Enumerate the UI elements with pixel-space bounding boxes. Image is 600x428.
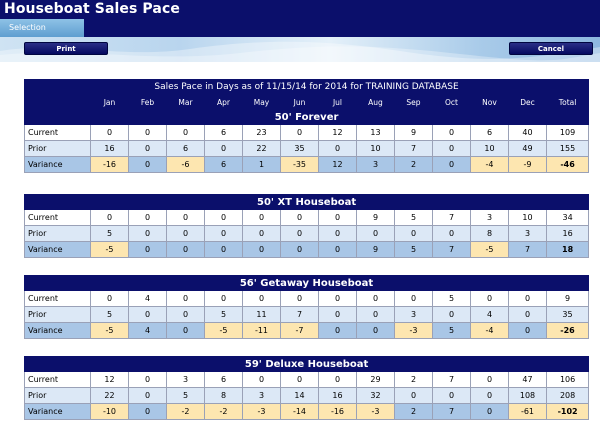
table-row-prior [25,388,589,404]
value-cell: -6 [167,157,205,173]
value-cell: 7 [395,141,433,157]
value-cell: -5 [471,242,509,258]
sales-pace-table [24,275,589,339]
value-cell: 2 [395,404,433,420]
value-cell: 7 [433,372,471,388]
total-cell: -26 [547,323,589,339]
tab-bar [0,19,600,37]
row-label: Current [25,291,91,307]
value-cell: 0 [205,226,243,242]
value-cell: 3 [357,157,395,173]
value-cell: 3 [395,307,433,323]
value-cell: 6 [205,157,243,173]
value-cell: 11 [243,307,281,323]
value-cell: 0 [129,141,167,157]
column-header: Apr [205,95,243,110]
model-name [25,276,589,291]
value-cell: 0 [319,141,357,157]
total-cell: 109 [547,125,589,141]
value-cell: 35 [281,141,319,157]
value-cell: 14 [281,388,319,404]
value-cell: 8 [205,388,243,404]
column-header: Aug [357,95,395,110]
value-cell: 9 [357,210,395,226]
value-cell: 0 [281,372,319,388]
row-label: Current [25,210,91,226]
sales-pace-table [24,79,589,173]
value-cell: 0 [509,307,547,323]
model-name [25,195,589,210]
value-cell: 0 [319,226,357,242]
value-cell: 7 [281,307,319,323]
value-cell: 0 [509,291,547,307]
value-cell: 5 [395,242,433,258]
model-name-text: 59' Deluxe Houseboat [244,358,369,370]
value-cell: 0 [281,210,319,226]
value-cell: 0 [281,291,319,307]
column-header: Jan [91,95,129,110]
value-cell: 10 [357,141,395,157]
value-cell: 0 [91,125,129,141]
value-cell: 4 [471,307,509,323]
value-cell: 0 [129,157,167,173]
value-cell: 0 [319,372,357,388]
value-cell: 0 [433,157,471,173]
value-cell: 22 [243,141,281,157]
value-cell: 0 [319,291,357,307]
total-cell: 35 [547,307,589,323]
value-cell: 0 [129,125,167,141]
row-label: Prior [25,388,91,404]
value-cell: 0 [167,125,205,141]
value-cell: 12 [91,372,129,388]
model-block [24,275,588,339]
value-cell: 0 [357,323,395,339]
value-cell: 5 [433,291,471,307]
value-cell: 0 [243,226,281,242]
row-label: Prior [25,307,91,323]
row-label: Current [25,372,91,388]
value-cell: 9 [357,242,395,258]
value-cell: 1 [243,157,281,173]
row-label: Variance [25,323,91,339]
table-row-variance [25,323,589,339]
value-cell: -2 [167,404,205,420]
model-name-text: 56' Getaway Houseboat [239,277,374,289]
value-cell: 0 [357,226,395,242]
value-cell: 0 [129,210,167,226]
report-heading-row [25,80,589,95]
row-label: Variance [25,157,91,173]
value-cell: 0 [471,291,509,307]
value-cell: 0 [395,226,433,242]
value-cell: -61 [509,404,547,420]
model-name [25,110,589,125]
value-cell: 0 [129,372,167,388]
value-cell: -7 [281,323,319,339]
model-block [24,194,588,258]
value-cell: 0 [319,307,357,323]
value-cell: 0 [243,210,281,226]
column-header: Dec [509,95,547,110]
model-name [25,357,589,372]
value-cell: 5 [395,210,433,226]
value-cell: -5 [91,323,129,339]
value-cell: 3 [243,388,281,404]
value-cell: 6 [205,125,243,141]
value-cell: 0 [357,307,395,323]
model-header-row [25,110,589,125]
value-cell: 8 [471,226,509,242]
value-cell: -35 [281,157,319,173]
value-cell: 4 [129,323,167,339]
value-cell: 40 [509,125,547,141]
value-cell: 47 [509,372,547,388]
value-cell: 0 [319,242,357,258]
table-row-current [25,372,589,388]
value-cell: 0 [433,125,471,141]
value-cell: 22 [91,388,129,404]
total-cell: -102 [547,404,589,420]
model-header-row [25,276,589,291]
value-cell: 13 [357,125,395,141]
value-cell: 108 [509,388,547,404]
model-name-text: 50' Forever [274,111,339,123]
value-cell: 5 [91,307,129,323]
column-header: Jun [281,95,319,110]
value-cell: 0 [243,242,281,258]
value-cell: 0 [167,242,205,258]
value-cell: 7 [433,242,471,258]
column-header: Total [547,95,589,110]
value-cell: 0 [167,291,205,307]
cancel-button[interactable]: Cancel [509,42,593,55]
value-cell: 0 [281,242,319,258]
value-cell: 3 [167,372,205,388]
value-cell: 16 [91,141,129,157]
value-cell: 0 [129,404,167,420]
row-label: Prior [25,226,91,242]
value-cell: 0 [471,372,509,388]
value-cell: 0 [91,210,129,226]
value-cell: 6 [471,125,509,141]
row-label: Variance [25,404,91,420]
page-title: Houseboat Sales Pace [4,1,180,17]
column-header-blank [25,95,91,110]
column-header: Sep [395,95,433,110]
value-cell: 0 [509,323,547,339]
report-heading: Sales Pace in Days as of 11/15/14 for 2014 for TRAINING DATABASE [25,80,589,95]
value-cell: -16 [91,157,129,173]
value-cell: 0 [319,210,357,226]
value-cell: 0 [205,210,243,226]
tab-selection[interactable]: Selection [0,19,84,37]
model-header-row [25,357,589,372]
value-cell: 7 [509,242,547,258]
value-cell: 0 [129,242,167,258]
value-cell: 0 [319,323,357,339]
value-cell: 6 [205,372,243,388]
value-cell: 0 [243,291,281,307]
value-cell: -5 [205,323,243,339]
value-cell: 0 [281,125,319,141]
value-cell: -3 [395,323,433,339]
value-cell: 5 [205,307,243,323]
table-row-variance [25,404,589,420]
total-cell: 18 [547,242,589,258]
value-cell: 0 [433,141,471,157]
value-cell: -11 [243,323,281,339]
value-cell: -9 [509,157,547,173]
value-cell: -3 [243,404,281,420]
table-row-current [25,125,589,141]
model-name-text: 50' XT Houseboat [257,196,357,208]
value-cell: 0 [129,307,167,323]
value-cell: -4 [471,323,509,339]
value-cell: 0 [471,404,509,420]
value-cell: -5 [91,242,129,258]
total-cell: 9 [547,291,589,307]
value-cell: 0 [357,291,395,307]
value-cell: 5 [167,388,205,404]
table-row-prior [25,141,589,157]
total-cell: 34 [547,210,589,226]
value-cell: 0 [129,226,167,242]
value-cell: 2 [395,372,433,388]
total-cell: 208 [547,388,589,404]
value-cell: 16 [319,388,357,404]
value-cell: -16 [319,404,357,420]
row-label: Prior [25,141,91,157]
value-cell: 0 [167,226,205,242]
table-row-variance [25,157,589,173]
value-cell: 0 [433,388,471,404]
value-cell: 3 [471,210,509,226]
table-row-prior [25,226,589,242]
column-header: Feb [129,95,167,110]
value-cell: 0 [395,388,433,404]
value-cell: -2 [205,404,243,420]
table-row-current [25,291,589,307]
value-cell: 0 [167,210,205,226]
value-cell: 0 [167,323,205,339]
value-cell: 0 [243,372,281,388]
value-cell: -3 [357,404,395,420]
table-row-prior [25,307,589,323]
value-cell: 0 [281,226,319,242]
row-label: Current [25,125,91,141]
value-cell: 0 [395,291,433,307]
value-cell: 23 [243,125,281,141]
value-cell: 0 [205,141,243,157]
value-cell: 5 [433,323,471,339]
table-row-variance [25,242,589,258]
value-cell: 10 [509,210,547,226]
value-cell: 10 [471,141,509,157]
value-cell: 2 [395,157,433,173]
total-cell: 16 [547,226,589,242]
total-cell: 106 [547,372,589,388]
value-cell: 32 [357,388,395,404]
sales-pace-table [24,194,589,258]
value-cell: 12 [319,125,357,141]
value-cell: 49 [509,141,547,157]
value-cell: 9 [395,125,433,141]
value-cell: 0 [91,291,129,307]
value-cell: 6 [167,141,205,157]
value-cell: 7 [433,404,471,420]
value-cell: 4 [129,291,167,307]
sales-pace-table [24,356,589,420]
month-header-row [25,95,589,110]
column-header: Mar [167,95,205,110]
value-cell: 0 [433,307,471,323]
value-cell: 0 [433,226,471,242]
value-cell: 7 [433,210,471,226]
model-block [24,356,588,420]
value-cell: 0 [167,307,205,323]
row-label: Variance [25,242,91,258]
column-header: Nov [471,95,509,110]
value-cell: -10 [91,404,129,420]
model-header-row [25,195,589,210]
column-header: Oct [433,95,471,110]
print-button[interactable]: Print [24,42,108,55]
value-cell: 0 [471,388,509,404]
value-cell: -14 [281,404,319,420]
table-row-current [25,210,589,226]
value-cell: 29 [357,372,395,388]
title-bar [0,0,600,19]
column-header: May [243,95,281,110]
value-cell: 12 [319,157,357,173]
value-cell: 0 [205,242,243,258]
model-block [24,79,588,173]
column-header: Jul [319,95,357,110]
value-cell: 0 [129,388,167,404]
total-cell: -46 [547,157,589,173]
total-cell: 155 [547,141,589,157]
value-cell: 0 [205,291,243,307]
value-cell: -4 [471,157,509,173]
value-cell: 5 [91,226,129,242]
value-cell: 3 [509,226,547,242]
